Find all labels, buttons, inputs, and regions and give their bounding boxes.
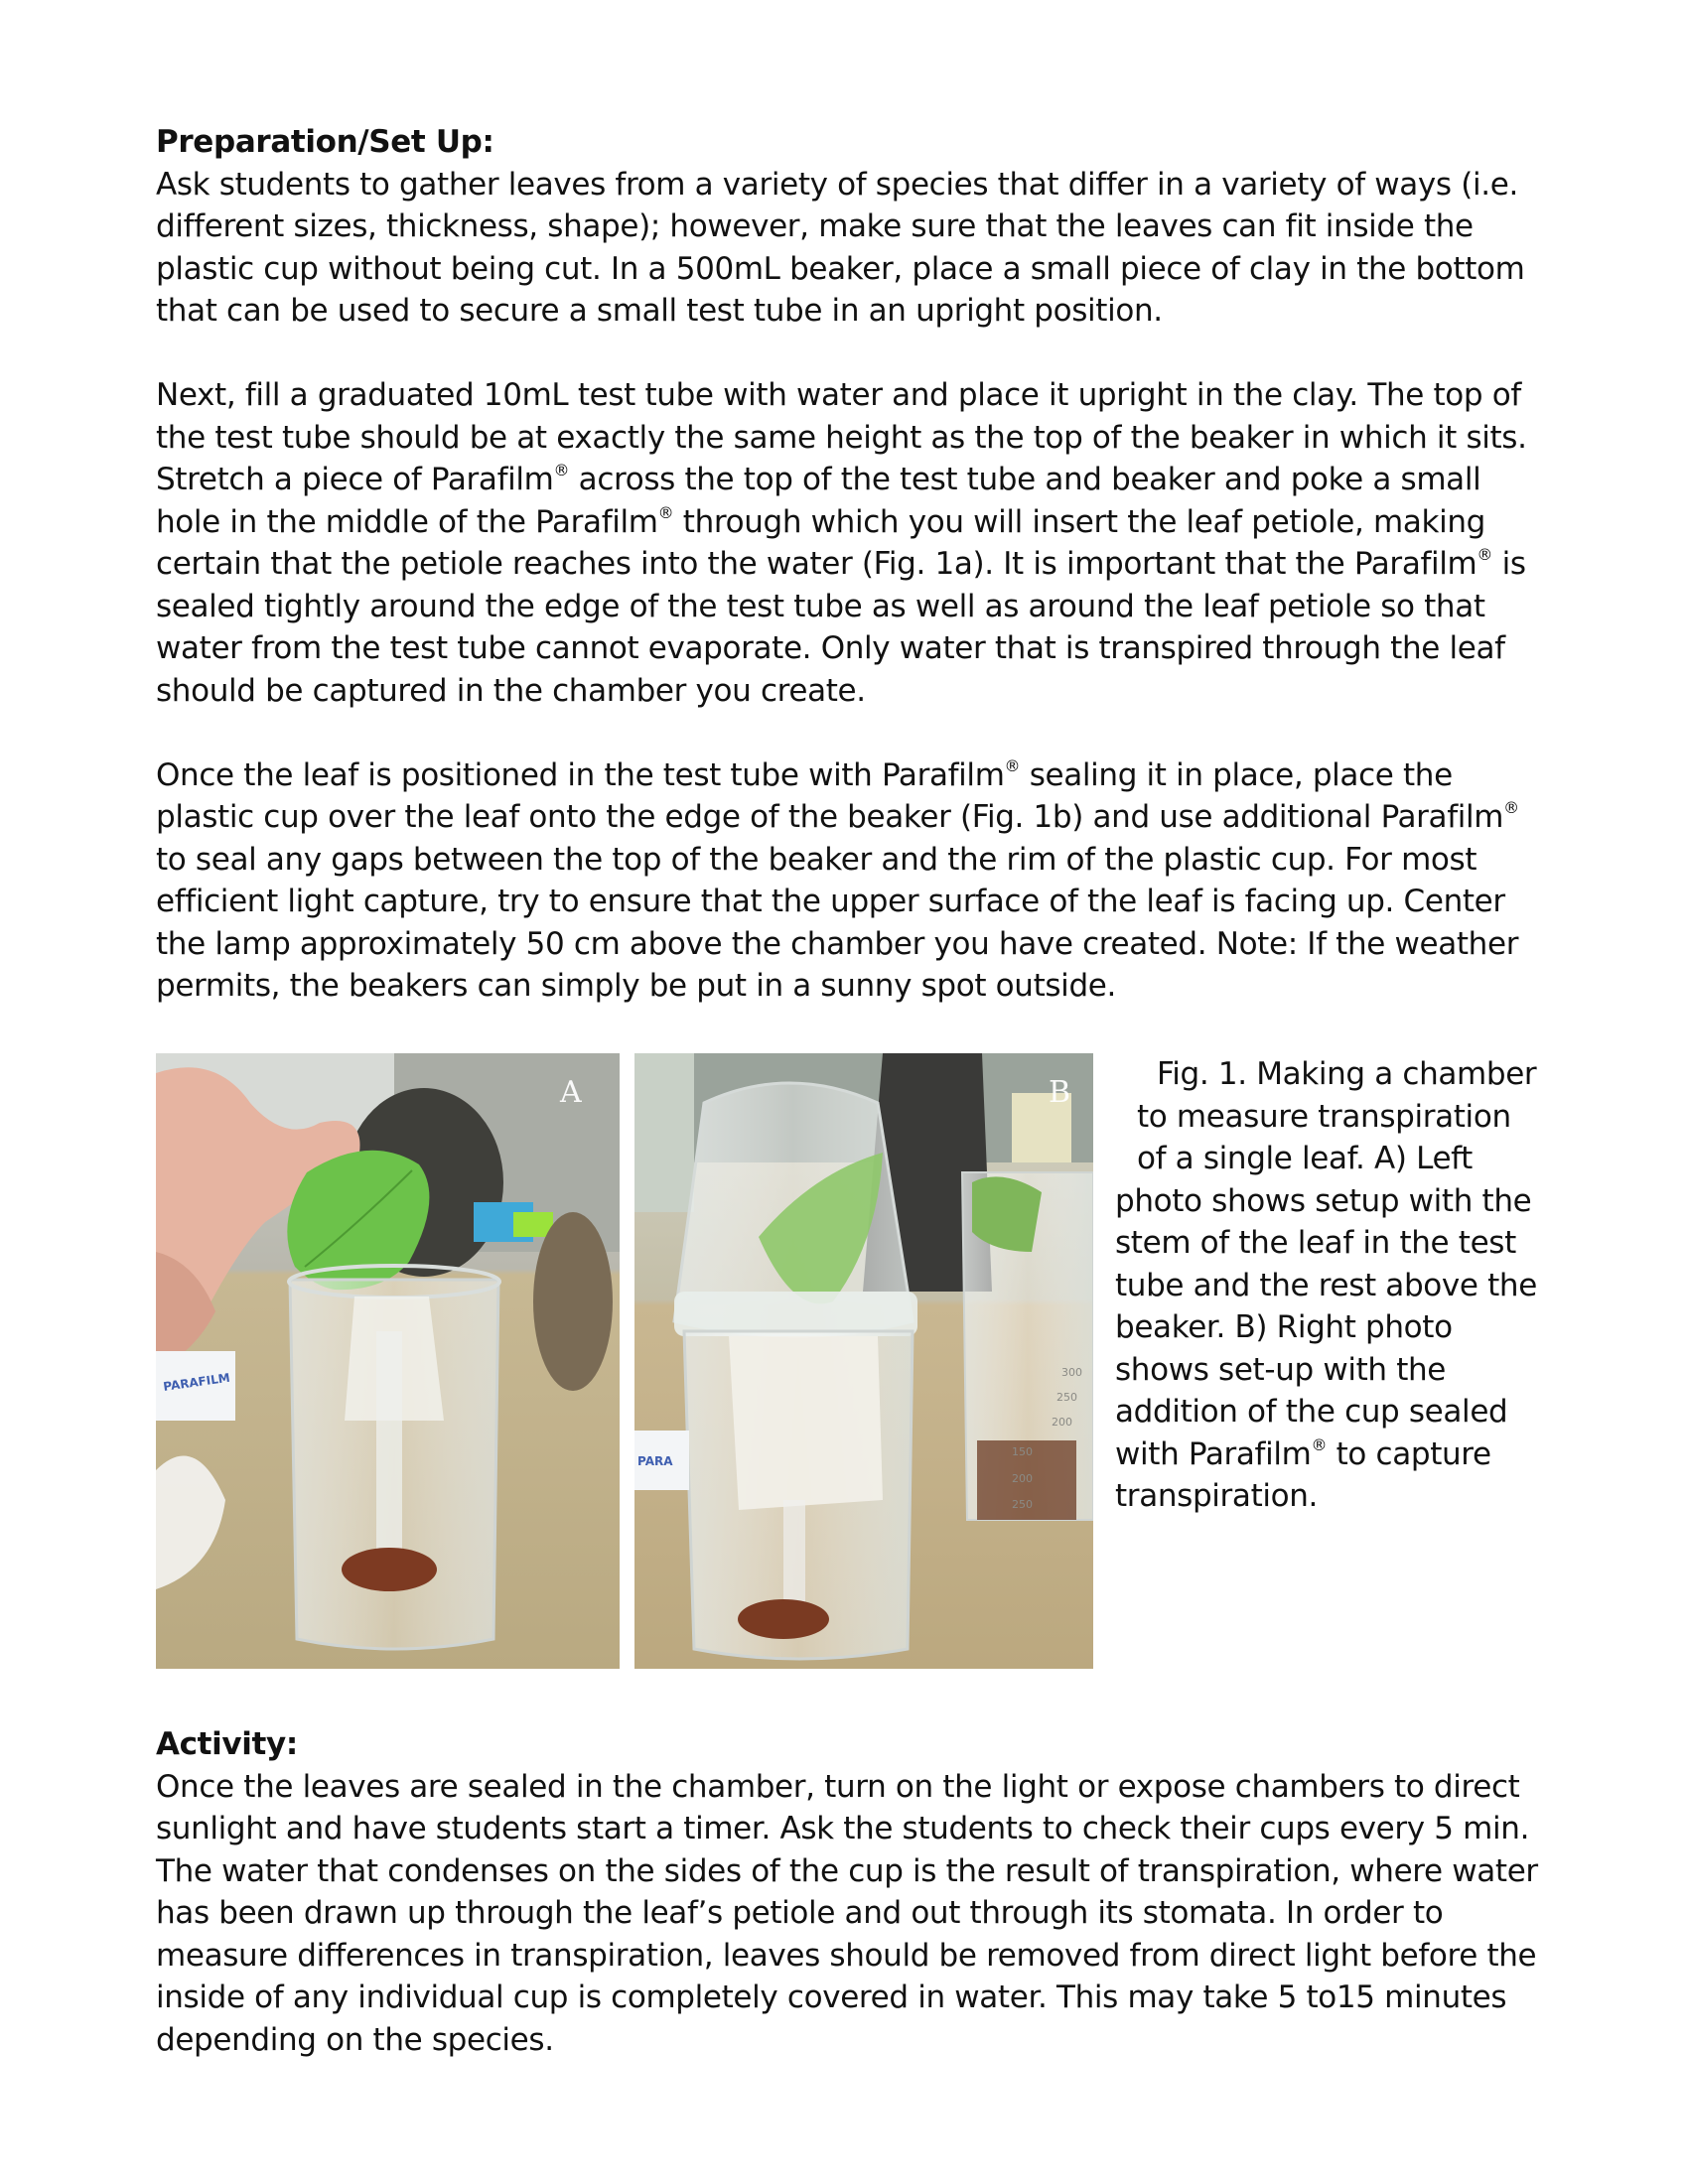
parafilm-box-label: PARA [637,1454,673,1468]
registered-mark: ® [1503,798,1519,817]
photo-label-b: B [1049,1075,1071,1110]
activity-heading: Activity: [156,1726,298,1762]
preparation-paragraph-1: Ask students to gather leaves from a variety of species that differ in a variety of ways (i.e. different sizes, thickness, shape); however, make sure that the leaves can fit inside the plastic cup without being cut. In a 500mL beaker, place a small piece of clay in the bottom that can be used to secure a small test tube in an upright position. [156,166,1525,329]
registered-mark: ® [1311,1434,1328,1454]
scale-tick: 200 [1012,1472,1033,1485]
scale-tick: 300 [1061,1366,1082,1379]
photo-label-a: A [560,1075,582,1110]
scale-tick: 150 [1012,1445,1033,1458]
parafilm-box-label: PARAFILM [162,1370,231,1394]
activity-paragraph: Once the leaves are sealed in the chamber, turn on the light or expose chambers to direct sunlight and have students start a timer. Ask the students to check their cups every 5 min. The water that condenses on the sides of the cup is the result of transpiration, where water has been drawn up through the leaf’s petiole and out through its stomata. In order to measure differences in transpiration, leaves should be removed from direct light before the inside of any individual cup is completely covered in water. This may take 5 to15 minutes depending on the species. [156,1768,1538,2058]
scale-tick: 200 [1052,1416,1072,1429]
activity-section [156,1723,1546,2061]
scale-tick: 250 [1012,1498,1033,1511]
preparation-section [156,121,1546,1008]
registered-mark: ® [1477,545,1493,564]
registered-mark: ® [553,461,570,479]
figure-1 [156,1053,1546,1669]
preparation-paragraph-3: Once the leaf is positioned in the test tube with Parafilm® sealing it in place, place the plastic cup over the leaf onto the edge of the beaker (Fig. 1b) and use additional Parafilm® to seal any gaps between the top of the beaker and the rim of the plastic cup. For most efficient light capture, try to ensure that the upper surface of the leaf is facing up. Center the lamp approximately 50 cm above the chamber you have created. Note: If the weather permits, the beakers can simply be put in a sunny spot outside. [156,755,1519,1004]
registered-mark: ® [657,502,674,522]
photo-a-leaf-in-test-tube [156,1053,620,1669]
preparation-paragraph-2: Next, fill a graduated 10mL test tube with water and place it upright in the clay. The top of the test tube should be at exactly the same height as the top of the beaker in which it sits. Stretch a piece of Parafilm® across the top of the test tube and beaker and poke a small hole in the middle of the Parafilm® through which you will insert the leaf petiole, making certain that the petiole reaches into the water (Fig. 1a). It is important that the Parafilm® is sealed tightly around the edge of the test tube as well as around the leaf petiole so that water from the test tube cannot evaporate. Only water that is transpired through the leaf should be captured in the chamber you create. [156,377,1527,709]
photo-b-cup-sealed [634,1053,1093,1669]
preparation-heading: Preparation/Set Up: [156,124,494,160]
scale-tick: 250 [1056,1391,1077,1404]
figure-caption: Fig. 1. Making a chamber to measure transpiration of a single leaf. A) Left photo shows setup with the stem of the leaf in the test tube and the rest above the beaker. B) Right photo shows set-up with the addition of the cup sealed with Parafilm® to capture transpiration. [1115,1056,1537,1514]
registered-mark: ® [1004,755,1021,775]
